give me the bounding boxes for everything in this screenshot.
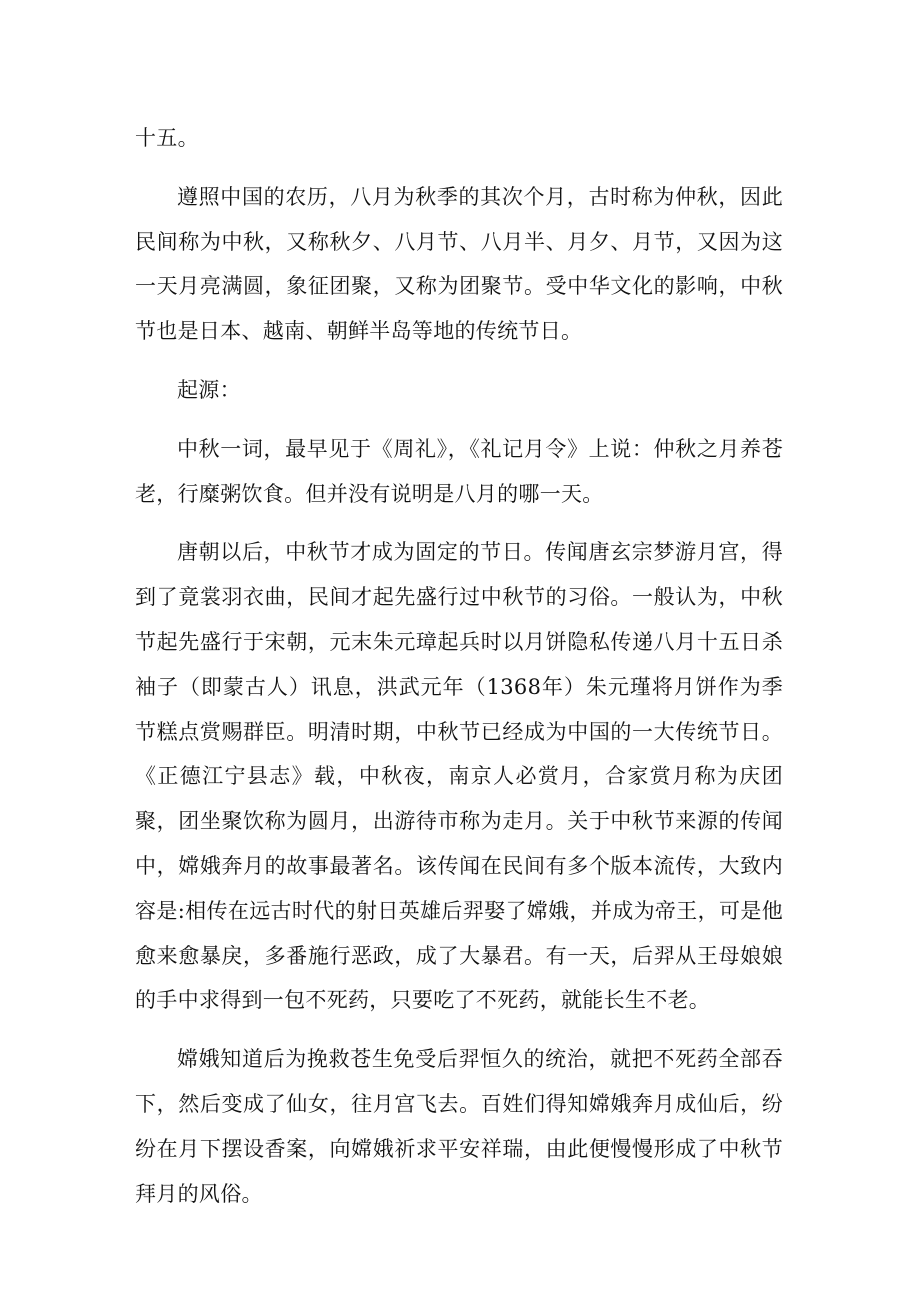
section-heading-origin: 起源： — [177, 377, 241, 402]
paragraph-lunar-calendar: 遵照中国的农历，八月为秋季的其次个月，古时称为仲秋，因此民间称为中秋，又称秋夕、八月节、八月半、月夕、月节，又因为这一天月亮满圆，象征团聚，又称为团聚节。受中华文化的影响，中秋节也是日本、越南、朝鲜半岛等地的传统节日。 — [135, 184, 783, 344]
paragraph-change-flying-moon: 嫦娥知道后为挽救苍生免受后羿恒久的统治，就把不死药全部吞下，然后变成了仙女，往月宫飞去。百姓们得知嫦娥奔月成仙后，纷纷在月下摆设香案，向嫦娥祈求平安祥瑞，由此便慢慢形成了中秋节拜月的风俗。 — [135, 1047, 783, 1206]
document-body — [135, 116, 783, 1230]
paragraph-earliest-record: 中秋一词，最早见于《周礼》，《礼记月令》上说：仲秋之月养苍老，行糜粥饮食。但并没有说明是八月的哪一天。 — [135, 436, 783, 506]
paragraph-continuation: 十五。 — [135, 126, 199, 150]
paragraph-history-legend: 唐朝以后，中秋节才成为固定的节日。传闻唐玄宗梦游月宫，得到了竟裳羽衣曲，民间才起先盛行过中秋节的习俗。一般认为，中秋节起先盛行于宋朝，元末朱元璋起兵时以月饼隐私传递八月十五日杀袖子（即蒙古人）讯息，洪武元年（1368年）朱元瑾将月饼作为季节糕点赏赐群臣。明清时期，中秋节已经成为中国的一大传统节日。《正德江宁县志》载，中秋夜，南京人必赏月，合家赏月称为庆团聚，团坐聚饮称为圆月，出游待市称为走月。关于中秋节来源的传闻中，嫦娥奔月的故事最著名。该传闻在民间有多个版本流传，大致内容是:相传在远古时代的射日英雄后羿娶了嫦娥，并成为帝王，可是他愈来愈暴戾，多番施行恶政，成了大暴君。有一天，后羿从王母娘娘的手中求得到一包不死药，只要吃了不死药，就能长生不老。 — [135, 540, 783, 1013]
